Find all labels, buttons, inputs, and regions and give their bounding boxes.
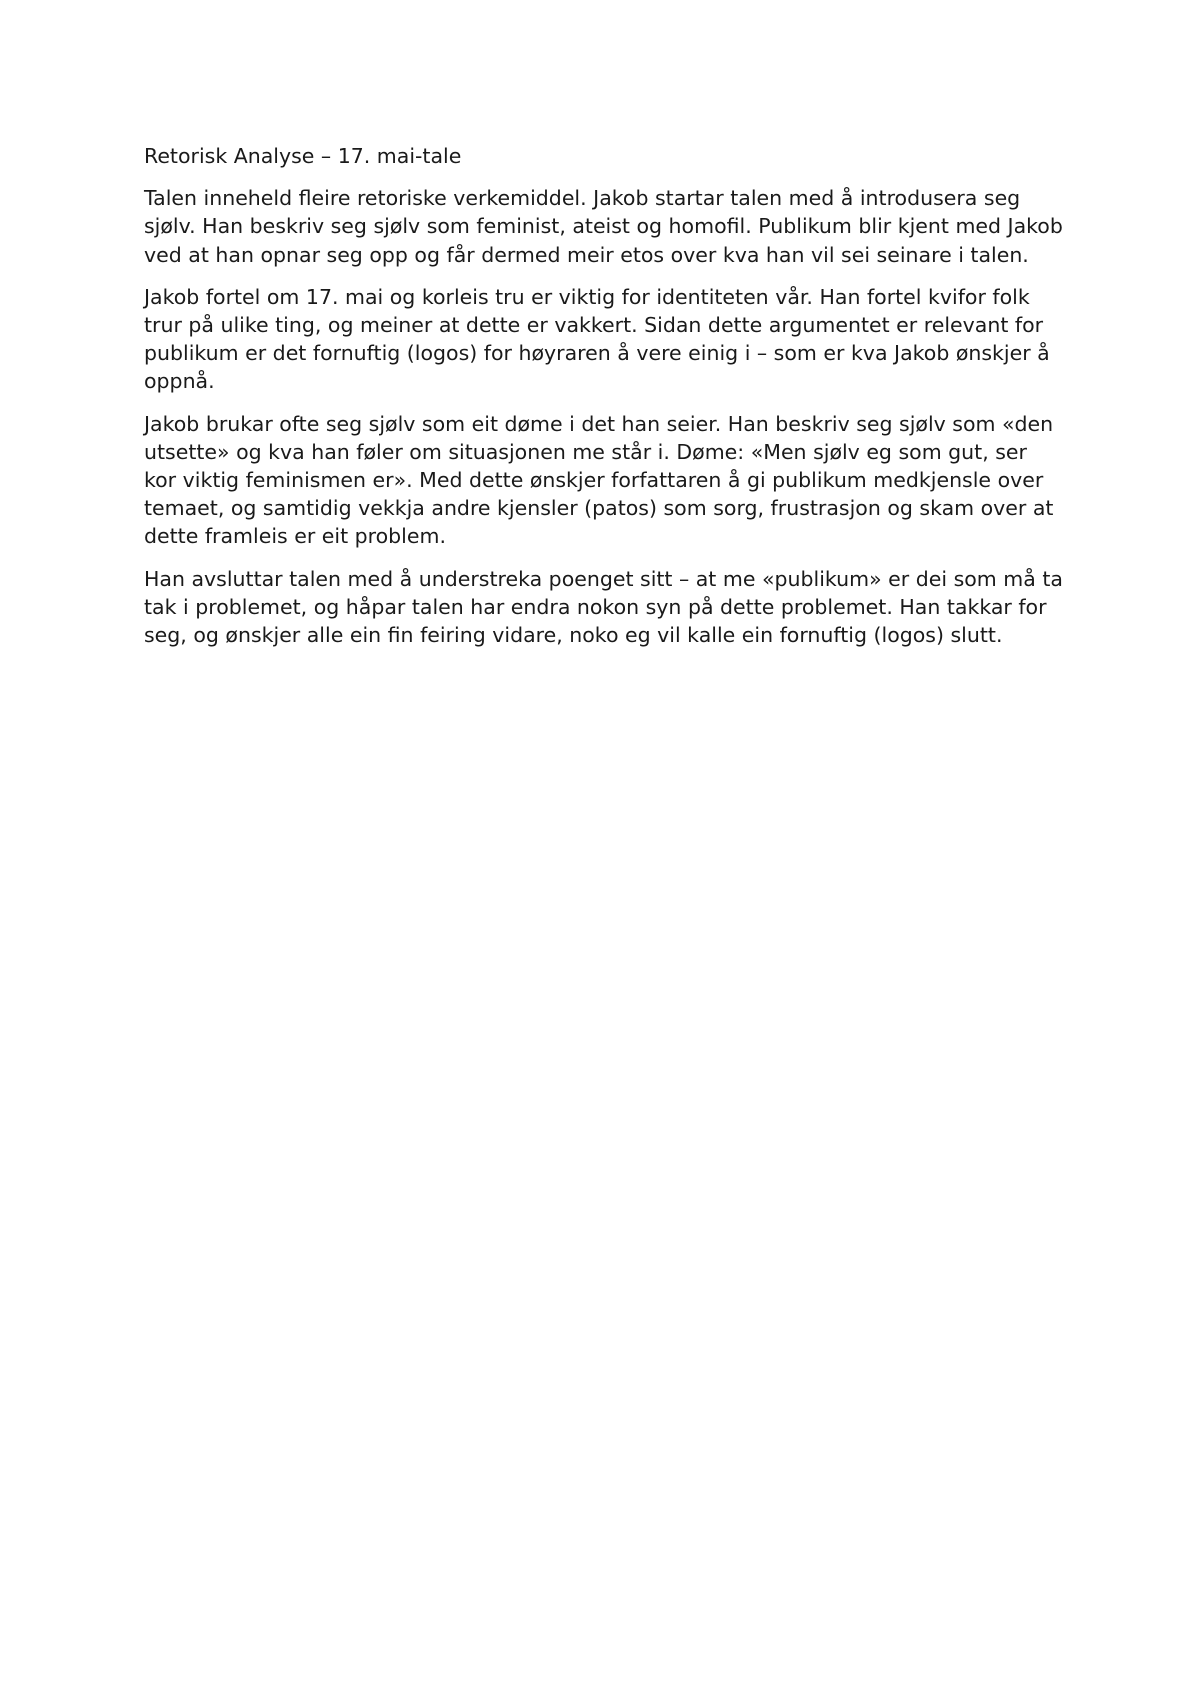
paragraph-conclusion: Han avsluttar talen med å understreka poenget sitt – at me «publikum» er dei som må ta tak i problemet, og håpar talen har endra nokon syn på dette problemet. Han takkar for seg, og ønskjer alle ein fin feiring vidare, noko eg vil kalle ein fornuftig (logos) slutt. [144, 566, 1063, 648]
document-body [144, 142, 1064, 663]
paragraph-identity: Jakob fortel om 17. mai og korleis tru er viktig for identiteten vår. Han fortel kvifor folk trur på ulike ting, og meiner at dette er vakkert. Sidan dette argumentet er relevant for publikum er det fornuftig (logos) for høyraren å vere einig i – som er kva Jakob ønskjer å oppnå. [144, 284, 1050, 394]
paragraph-example: Jakob brukar ofte seg sjølv som eit døme i det han seier. Han beskriv seg sjølv som «den utsette» og kva han føler om situasjonen me står i. Døme: «Men sjølv eg som gut, ser kor viktig feminismen er». Med dette ønskjer forfattaren å gi publikum medkjensle over temaet, og samtidig vekkja andre kjensler (patos) som sorg, frustrasjon og skam over at dette framleis er eit problem. [144, 411, 1054, 549]
document-title: Retorisk Analyse – 17. mai-tale [144, 144, 462, 168]
paragraph-introduction: Talen inneheld fleire retoriske verkemiddel. Jakob startar talen med å introdusera seg sjølv. Han beskriv seg sjølv som feminist, ateist og homofil. Publikum blir kjent med Jakob ved at han opnar seg opp og får dermed meir etos over kva han vil sei seinare i talen. [144, 186, 1063, 267]
